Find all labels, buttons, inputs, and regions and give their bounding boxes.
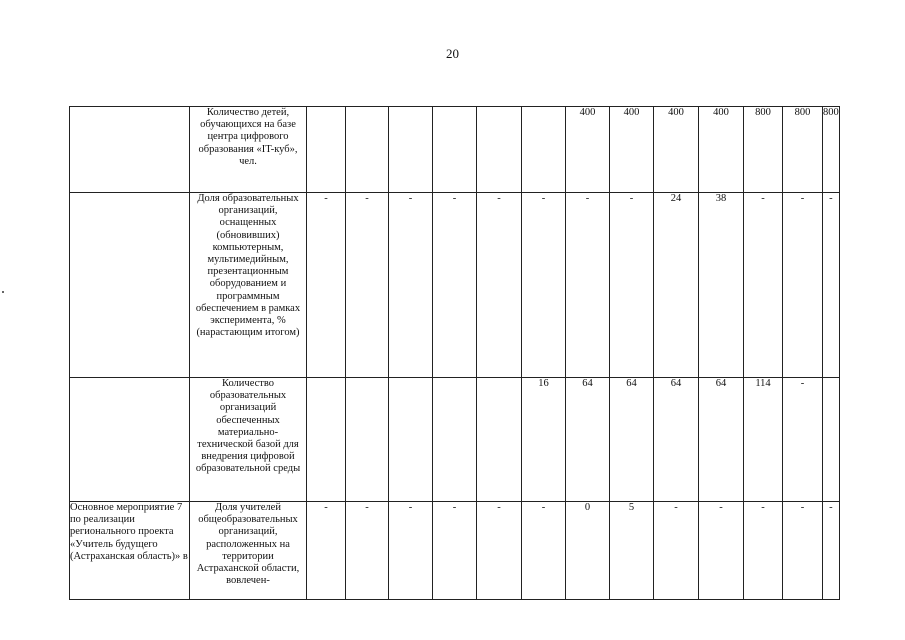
value-cell: - bbox=[307, 502, 346, 600]
value-cell: - bbox=[522, 502, 566, 600]
value-cell bbox=[522, 107, 566, 193]
value-cell bbox=[477, 107, 522, 193]
activity-cell bbox=[70, 378, 190, 502]
activity-cell: Основное мероприятие 7 по реализации регионального проекта «Учитель будущего (Астраханская область)» в bbox=[70, 502, 190, 600]
value-cell: - bbox=[744, 502, 783, 600]
value-cell: 64 bbox=[610, 378, 654, 502]
value-cell: - bbox=[477, 502, 522, 600]
value-cell: - bbox=[522, 193, 566, 378]
value-cell: 64 bbox=[699, 378, 744, 502]
value-cell: - bbox=[346, 193, 389, 378]
value-cell bbox=[823, 378, 840, 502]
page-number: 20 bbox=[446, 46, 459, 61]
indicator-table bbox=[69, 106, 840, 600]
value-cell: - bbox=[783, 502, 823, 600]
value-cell: - bbox=[654, 502, 699, 600]
value-cell: - bbox=[783, 193, 823, 378]
value-cell: 24 bbox=[654, 193, 699, 378]
value-cell: - bbox=[389, 502, 433, 600]
value-cell: 0 bbox=[566, 502, 610, 600]
value-cell bbox=[307, 107, 346, 193]
value-cell: 64 bbox=[654, 378, 699, 502]
value-cell: - bbox=[477, 193, 522, 378]
value-cell: 800 bbox=[744, 107, 783, 193]
table-row bbox=[70, 378, 840, 502]
value-cell bbox=[433, 378, 477, 502]
value-cell: 16 bbox=[522, 378, 566, 502]
value-cell: 400 bbox=[610, 107, 654, 193]
value-cell: - bbox=[307, 193, 346, 378]
value-cell: - bbox=[823, 193, 840, 378]
value-cell bbox=[389, 107, 433, 193]
value-cell: - bbox=[566, 193, 610, 378]
value-cell: - bbox=[433, 193, 477, 378]
value-cell: - bbox=[699, 502, 744, 600]
value-cell bbox=[389, 378, 433, 502]
value-cell: 400 bbox=[654, 107, 699, 193]
value-cell: - bbox=[389, 193, 433, 378]
value-cell: - bbox=[433, 502, 477, 600]
scan-speck bbox=[2, 291, 4, 293]
value-cell: - bbox=[744, 193, 783, 378]
table-row bbox=[70, 107, 840, 193]
indicator-cell: Доля образовательных организаций, оснащенных (обновивших) компьютерным, мультимедийным, презентационным оборудованием и программным обеспечением в рамках эксперимента, % (нарастающим итогом) bbox=[190, 193, 307, 378]
value-cell bbox=[346, 378, 389, 502]
value-cell bbox=[433, 107, 477, 193]
value-cell: 64 bbox=[566, 378, 610, 502]
table-row bbox=[70, 502, 840, 600]
value-cell: 800 bbox=[783, 107, 823, 193]
table-row bbox=[70, 193, 840, 378]
indicator-cell: Количество детей, обучающихся на базе центра цифрового образования «IT-куб», чел. bbox=[190, 107, 307, 193]
value-cell: - bbox=[610, 193, 654, 378]
value-cell: 5 bbox=[610, 502, 654, 600]
activity-cell bbox=[70, 107, 190, 193]
value-cell: 400 bbox=[566, 107, 610, 193]
value-cell bbox=[477, 378, 522, 502]
value-cell: 38 bbox=[699, 193, 744, 378]
value-cell: - bbox=[346, 502, 389, 600]
indicator-cell: Количество образовательных организаций обеспеченных материально-технической базой для внедрения цифровой образовательной среды bbox=[190, 378, 307, 502]
activity-cell bbox=[70, 193, 190, 378]
value-cell: - bbox=[783, 378, 823, 502]
value-cell bbox=[346, 107, 389, 193]
value-cell: 800 bbox=[823, 107, 840, 193]
value-cell: - bbox=[823, 502, 840, 600]
value-cell: 400 bbox=[699, 107, 744, 193]
value-cell: 114 bbox=[744, 378, 783, 502]
value-cell bbox=[307, 378, 346, 502]
indicator-cell: Доля учителей общеобразовательных организаций, расположенных на территории Астраханской области, вовлечен- bbox=[190, 502, 307, 600]
